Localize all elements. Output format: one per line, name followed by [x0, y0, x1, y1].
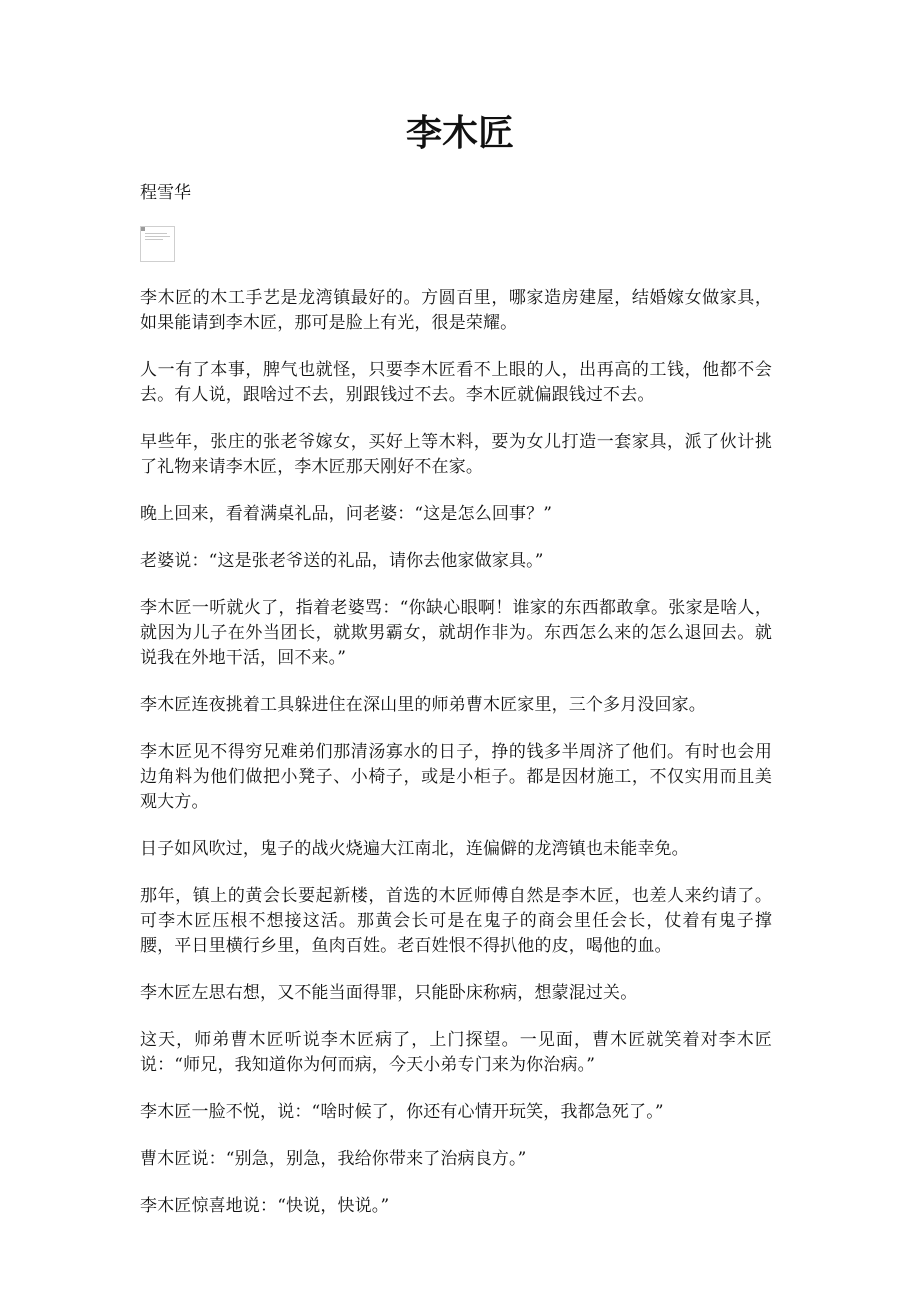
- thumbnail-line: [145, 236, 170, 237]
- paragraph-2: 人一有了本事，脾气也就怪，只要李木匠看不上眼的人，出再高的工钱，他都不会去。有人说，跟啥过不去，别跟钱过不去。李木匠就偏跟钱过不去。: [140, 360, 772, 405]
- thumbnail-line: [145, 239, 163, 240]
- thumbnail-corner-mark: [141, 227, 145, 231]
- paragraph-1: 李木匠的木工手艺是龙湾镇最好的。方圆百里，哪家造房建屋，结婚嫁女做家具，如果能请到李木匠，那可是脸上有光，很是荣耀。: [140, 288, 772, 333]
- document-title: 李木匠: [405, 113, 514, 154]
- author-name: 程雪华: [140, 183, 191, 203]
- thumbnail-image: [140, 226, 175, 262]
- paragraph-14: 曹木匠说：“别急，别急，我给你带来了治病良方。”: [140, 1149, 527, 1169]
- paragraph-15: 李木匠惊喜地说：“快说，快说。”: [140, 1196, 390, 1216]
- thumbnail-line: [145, 233, 167, 234]
- paragraph-3: 早些年，张庄的张老爷嫁女，买好上等木料，要为女儿打造一套家具，派了伙计挑了礼物来请李木匠，李木匠那天刚好不在家。: [140, 432, 772, 477]
- paragraph-13: 李木匠一脸不悦，说：“啥时候了，你还有心情开玩笑，我都急死了。”: [140, 1102, 664, 1122]
- article-body: [140, 286, 772, 1241]
- paragraph-10: 那年，镇上的黄会长要起新楼，首选的木匠师傅自然是李木匠，也差人来约请了。可李木匠压根不想接这活。那黄会长可是在鬼子的商会里任会长，仗着有鬼子撑腰，平日里横行乡里，鱼肉百姓。老百姓恨不得扒他的皮，喝他的血。: [140, 886, 772, 956]
- paragraph-7: 李木匠连夜挑着工具躲进住在深山里的师弟曹木匠家里，三个多月没回家。: [140, 695, 706, 715]
- paragraph-12: 这天，师弟曹木匠听说李木匠病了，上门探望。一见面，曹木匠就笑着对李木匠说：“师兄，我知道你为何而病，今天小弟专门来为你治病。”: [140, 1030, 772, 1075]
- paragraph-5: 老婆说：“这是张老爷送的礼品，请你去他家做家具。”: [140, 551, 544, 571]
- paragraph-4: 晚上回来，看着满桌礼品，问老婆：“这是怎么回事？”: [140, 504, 553, 524]
- paragraph-8: 李木匠见不得穷兄难弟们那清汤寡水的日子，挣的钱多半周济了他们。有时也会用边角料为他们做把小凳子、小椅子，或是小柜子。都是因材施工，不仅实用而且美观大方。: [140, 742, 772, 812]
- paragraph-9: 日子如风吹过，鬼子的战火烧遍大江南北，连偏僻的龙湾镇也未能幸免。: [140, 839, 689, 859]
- paragraph-11: 李木匠左思右想，又不能当面得罪，只能卧床称病，想蒙混过关。: [140, 983, 638, 1003]
- paragraph-6: 李木匠一听就火了，指着老婆骂：“你缺心眼啊！谁家的东西都敢拿。张家是啥人，就因为儿子在外当团长，就欺男霸女，就胡作非为。东西怎么来的怎么退回去。就说我在外地干活，回不来。”: [140, 598, 772, 668]
